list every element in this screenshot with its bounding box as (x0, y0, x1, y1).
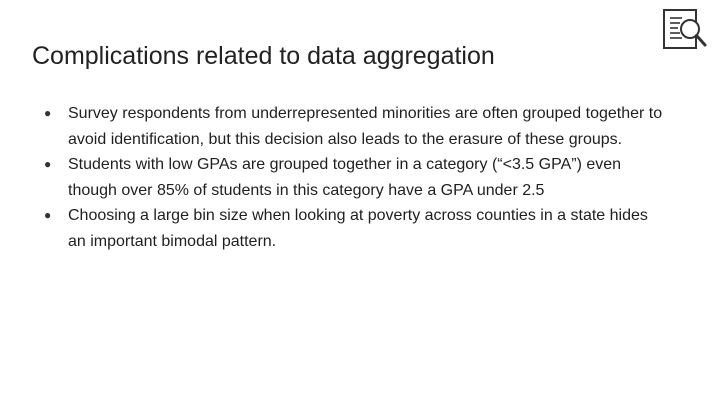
list-item (44, 152, 664, 203)
bullet-dot: ● (44, 157, 52, 171)
bullet-text: Students with low GPAs are grouped together in a category (“<3.5 GPA”) even though over 85% of students in this category have a GPA under 2.5 (68, 156, 622, 199)
bullet-text: Survey respondents from underrepresented minorities are often grouped together to avoid identification, but this decision also leads to the erasure of these groups. (68, 105, 663, 148)
slide-title: Complications related to data aggregation (32, 42, 495, 70)
bullet-dot: ● (44, 208, 52, 222)
list-item (44, 203, 664, 254)
bullet-dot: ● (44, 106, 52, 120)
bullet-list (44, 101, 664, 254)
bullet-text: Choosing a large bin size when looking at poverty across counties in a state hides an important bimodal pattern. (68, 207, 648, 250)
document-magnifier-icon (662, 8, 708, 52)
list-item (44, 101, 664, 152)
